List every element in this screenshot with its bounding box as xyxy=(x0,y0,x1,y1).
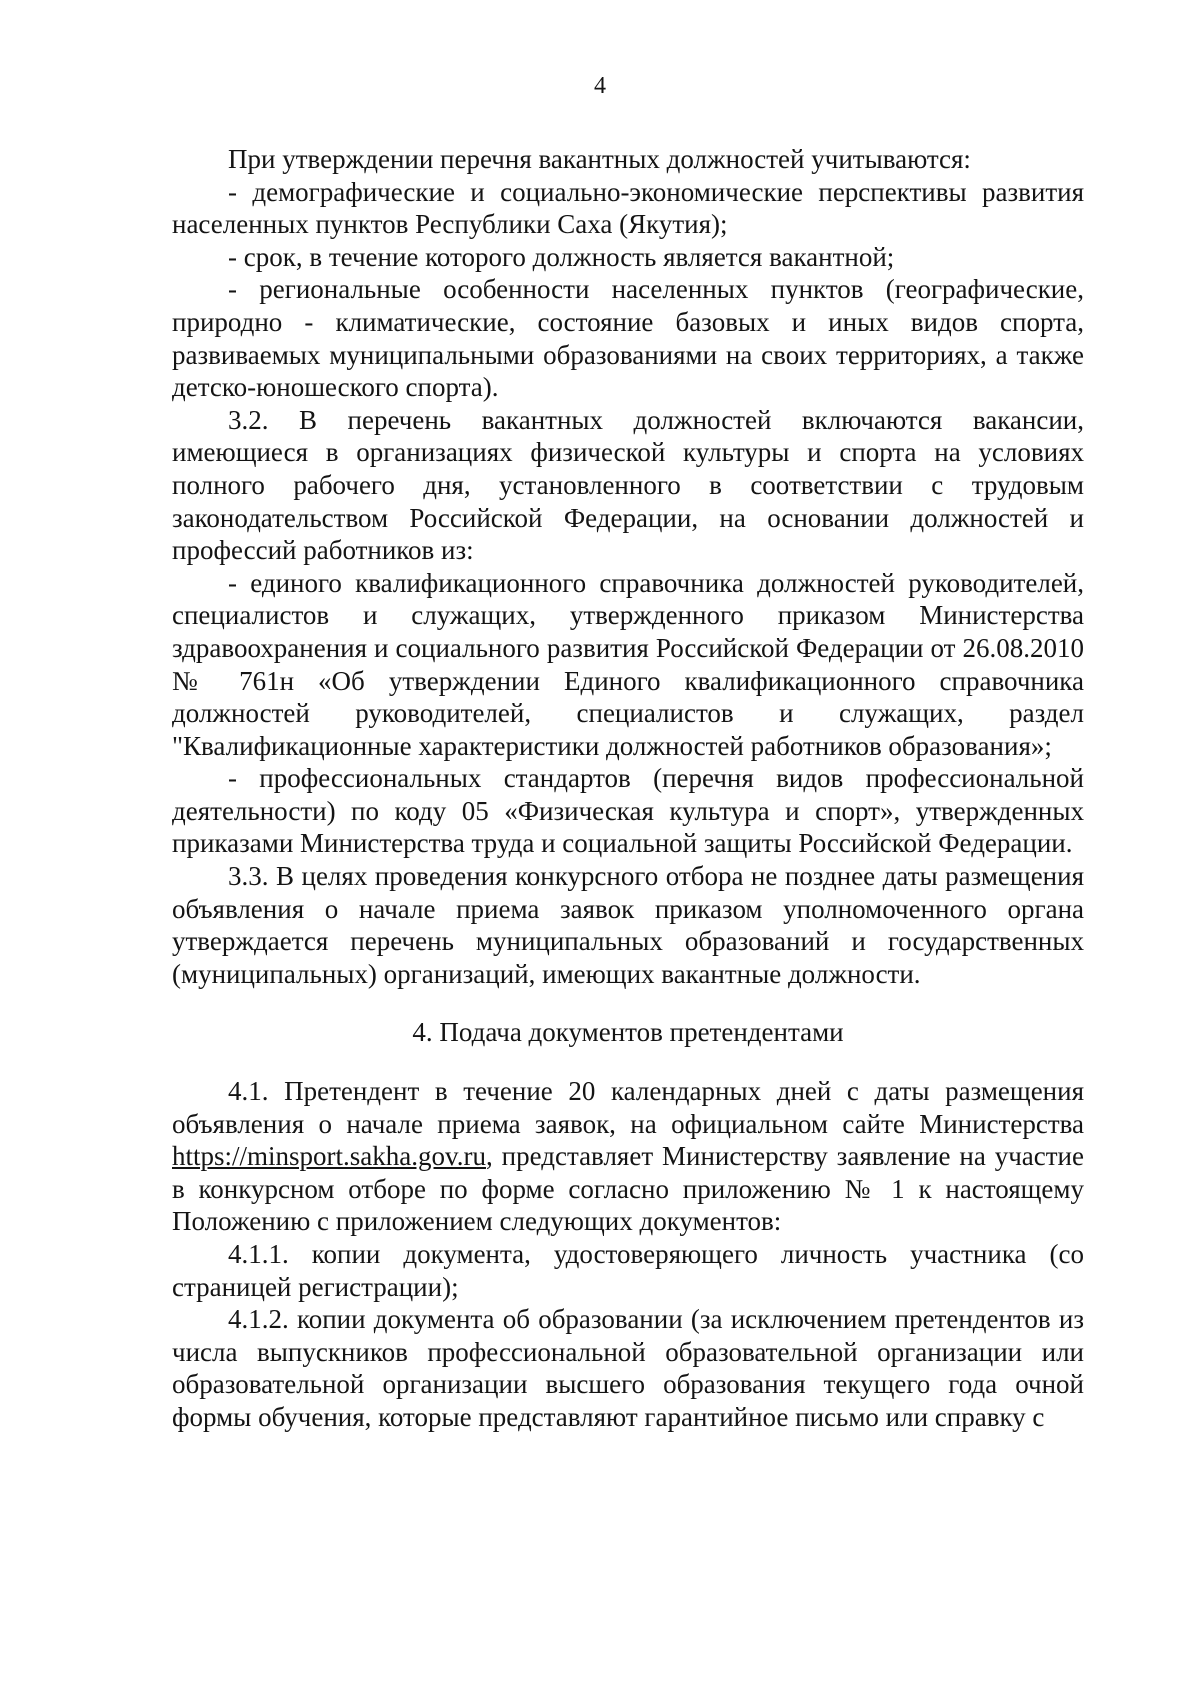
list-item-directory: - единого квалификационного справочника должностей руководителей, специалистов и служащих, утвержденного приказом Министерства здравоохранения и социального развития Российской Федерации от 26.08.2010 № 761н «Об утверждении Единого квалификационного справочника должностей руководителей, специалистов и служащих, раздел "Квалификационные характеристики должностей работников образования»; xyxy=(172,567,1084,761)
paragraph-3-2: 3.2. В перечень вакантных должностей включаются вакансии, имеющиеся в организациях физической культуры и спорта на условиях полного рабочего дня, установленного в соответствии с трудовым законодательством Российской Федерации, на основании должностей и профессий работников из: xyxy=(172,404,1084,566)
paragraph-4-1-start: 4.1. Претендент в течение 20 календарных дней с даты размещения объявления о начале приема заявок, на официальном сайте Министерства xyxy=(172,1076,1084,1139)
document-body xyxy=(172,143,1084,1434)
paragraph-4-1-end: , представляет Министерству заявление на участие в конкурсном отборе по форме согласно приложению № 1 к настоящему Положению с приложением следующих документов: xyxy=(172,1141,1084,1237)
paragraph-4-1-2: 4.1.2. копии документа об образовании (за исключением претендентов из числа выпускников профессиональной образовательной организации или образовательной организации высшего образования текущего года очной формы обучения, которые представляют гарантийное письмо или справку с xyxy=(172,1304,1084,1432)
ministry-website-link[interactable]: https://minsport.sakha.gov.ru xyxy=(172,1141,486,1172)
section-heading: 4. Подача документов претендентами xyxy=(412,1017,844,1048)
list-item-term: - срок, в течение которого должность является вакантной; xyxy=(228,241,895,272)
page-number: 4 xyxy=(594,73,606,99)
list-item-regional: - региональные особенности населенных пунктов (географические, природно - климатические, состояние базовых и иных видов спорта, развиваемых муниципальными образованиями на своих территориях, а также детско-юношеского спорта). xyxy=(172,274,1084,403)
paragraph-4-1-1: 4.1.1. копии документа, удостоверяющего личность участника (со страницей регистрации); xyxy=(172,1239,1084,1302)
paragraph-4-1 xyxy=(172,1075,1084,1238)
paragraph-3-3: 3.3. В целях проведения конкурсного отбора не позднее даты размещения объявления о начале приема заявок приказом уполномоченного органа утверждается перечень муниципальных образований и государственных (муниципальных) организаций, имеющих вакантные должности. xyxy=(172,861,1084,989)
list-item-standards: - профессиональных стандартов (перечня видов профессиональной деятельности) по коду 05 «Физическая культура и спорт», утвержденных приказами Министерства труда и социальной защиты Российской Федерации. xyxy=(172,763,1084,859)
list-item-demographic: - демографические и социально-экономические перспективы развития населенных пунктов Республики Саха (Якутия); xyxy=(172,176,1084,240)
paragraph-intro: При утверждении перечня вакантных должностей учитываются: xyxy=(228,144,971,174)
